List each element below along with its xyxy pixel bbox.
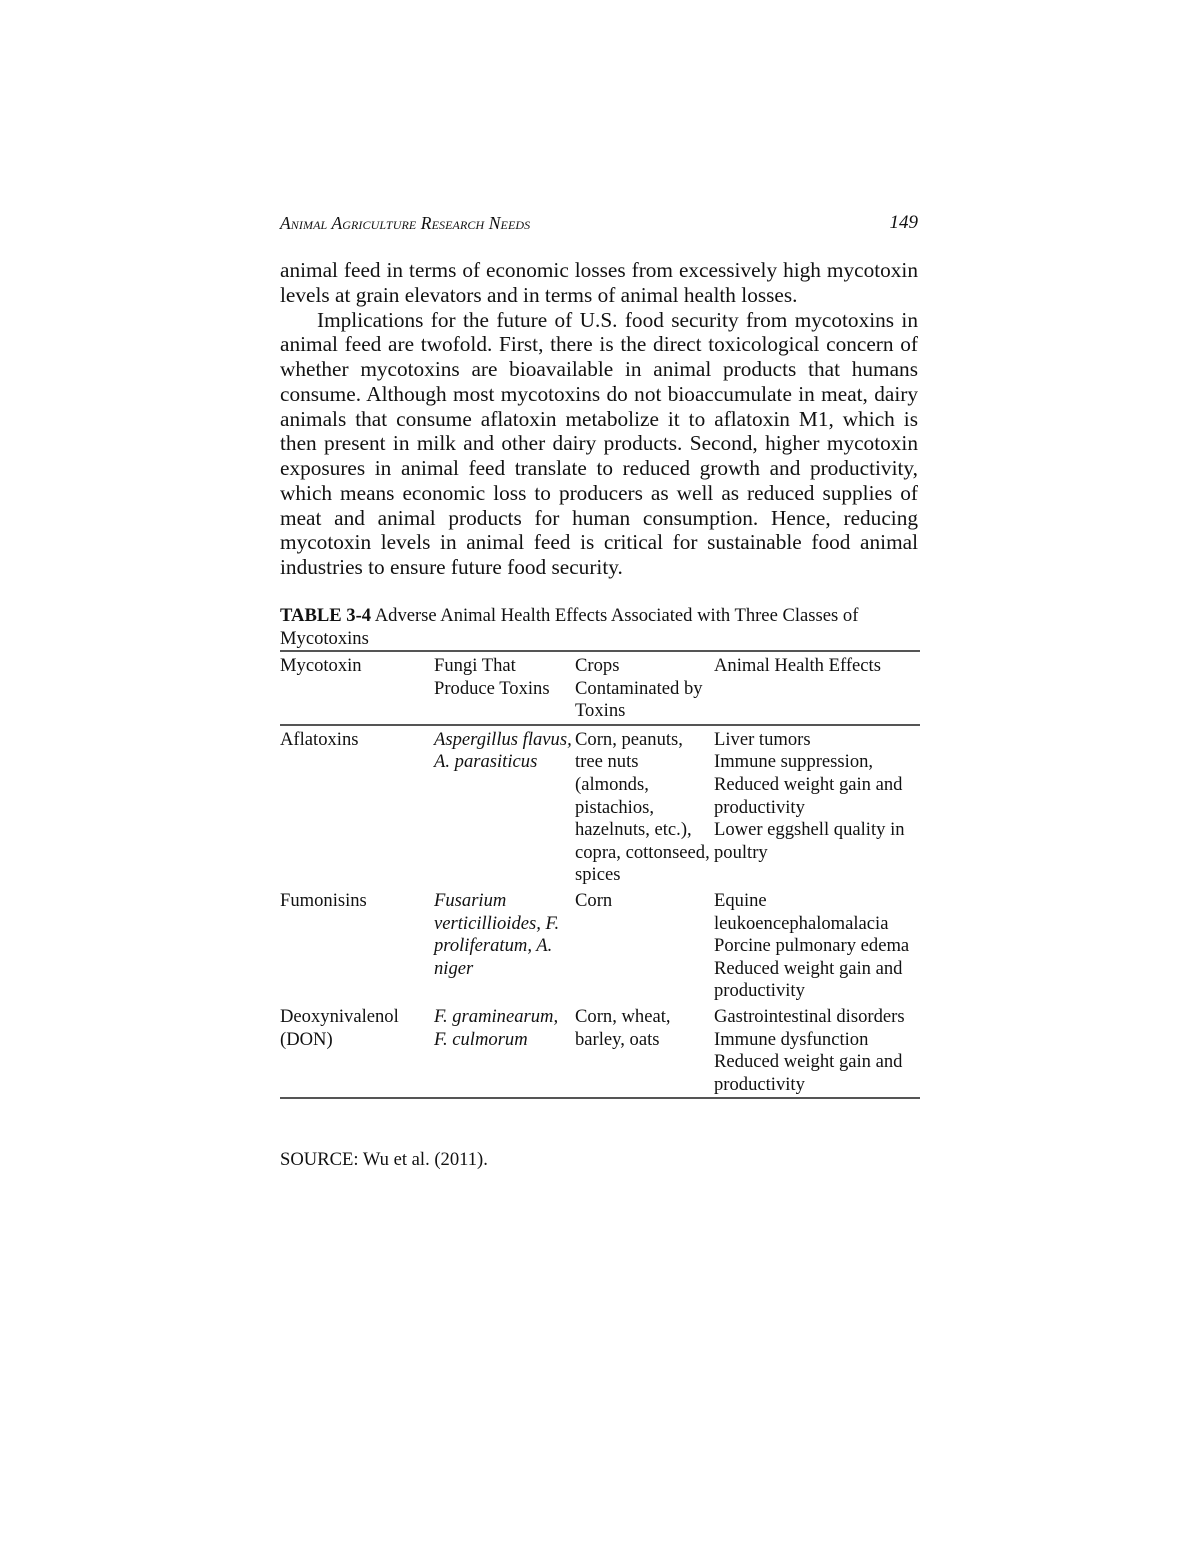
cell-fungi: F. graminearum, F. culmorum — [434, 1003, 575, 1098]
effect-item: Equine leukoencephalomalacia — [714, 889, 889, 934]
table-row — [280, 887, 920, 1003]
effect-item: Gastrointestinal disorders — [714, 1005, 905, 1027]
body-text — [280, 258, 918, 580]
cell-effects — [714, 725, 920, 887]
table-header-row — [280, 651, 920, 725]
mycotoxin-table — [280, 650, 920, 1099]
cell-crops: Corn — [575, 889, 613, 911]
running-head-title: Animal Agriculture Research Needs — [280, 213, 531, 233]
header-mycotoxin: Mycotoxin — [280, 651, 434, 725]
running-head — [280, 213, 918, 237]
effect-item: Liver tumors — [714, 728, 811, 750]
cell-effects — [714, 1003, 920, 1098]
cell-mycotoxin: Fumonisins — [280, 889, 367, 911]
effect-item: Reduced weight gain and productivity — [714, 957, 903, 1002]
effect-item: Reduced weight gain and productivity — [714, 1051, 903, 1095]
cell-fungi: Fusarium verticillioides, F. proliferatum, A. niger — [434, 889, 560, 979]
cell-fungi: Aspergillus flavus, A. parasiticus — [434, 728, 572, 773]
cell-crops: Corn, peanuts, tree nuts (almonds, pistachios, hazelnuts, etc.), copra, cottonseed, spices — [575, 728, 710, 886]
paragraph-1: animal feed in terms of economic losses from excessively high mycotoxin levels at grain elevators and in terms of animal health losses. — [280, 258, 918, 307]
table-caption-text: Adverse Animal Health Effects Associated with Three Classes of Mycotoxins — [280, 605, 859, 649]
effect-item: Lower eggshell quality in poultry — [714, 819, 905, 863]
table-label: TABLE 3-4 — [280, 605, 372, 626]
effect-item: Reduced weight gain and productivity — [714, 773, 903, 818]
paragraph-2: Implications for the future of U.S. food security from mycotoxins in animal feed are twofold. First, there is the direct toxicological concern of whether mycotoxins are bioavailable in animal products that humans consume. Although most mycotoxins do not bioaccumulate in meat, dairy animals that consume aflatoxin metabolize it to aflatoxin M1, which is then present in milk and other dairy products. Second, higher mycotoxin exposures in animal feed translate to reduced growth and productivity, which means economic loss to producers as well as reduced supplies of meat and animal products for human consumption. Hence, reducing mycotoxin levels in animal feed is critical for sustainable food animal industries to ensure future food security. — [280, 307, 918, 579]
table-source: SOURCE: Wu et al. (2011). — [280, 1149, 488, 1170]
effect-item: Porcine pulmonary edema — [714, 935, 910, 957]
table-row — [280, 1003, 920, 1098]
cell-mycotoxin: Deoxynivalenol (DON) — [280, 1003, 434, 1098]
cell-crops: Corn, wheat, barley, oats — [575, 1003, 714, 1098]
effect-item: Immune suppression, — [714, 751, 874, 773]
table-caption — [280, 605, 918, 650]
cell-mycotoxin: Aflatoxins — [280, 728, 359, 750]
header-fungi: Fungi That Produce Toxins — [434, 651, 575, 725]
effect-item: Immune dysfunction — [714, 1028, 869, 1050]
cell-effects — [714, 887, 920, 1003]
header-effects: Animal Health Effects — [714, 651, 920, 725]
page-number: 149 — [889, 212, 918, 233]
table-row — [280, 725, 920, 887]
header-crops: Crops Contaminated by Toxins — [575, 651, 714, 725]
